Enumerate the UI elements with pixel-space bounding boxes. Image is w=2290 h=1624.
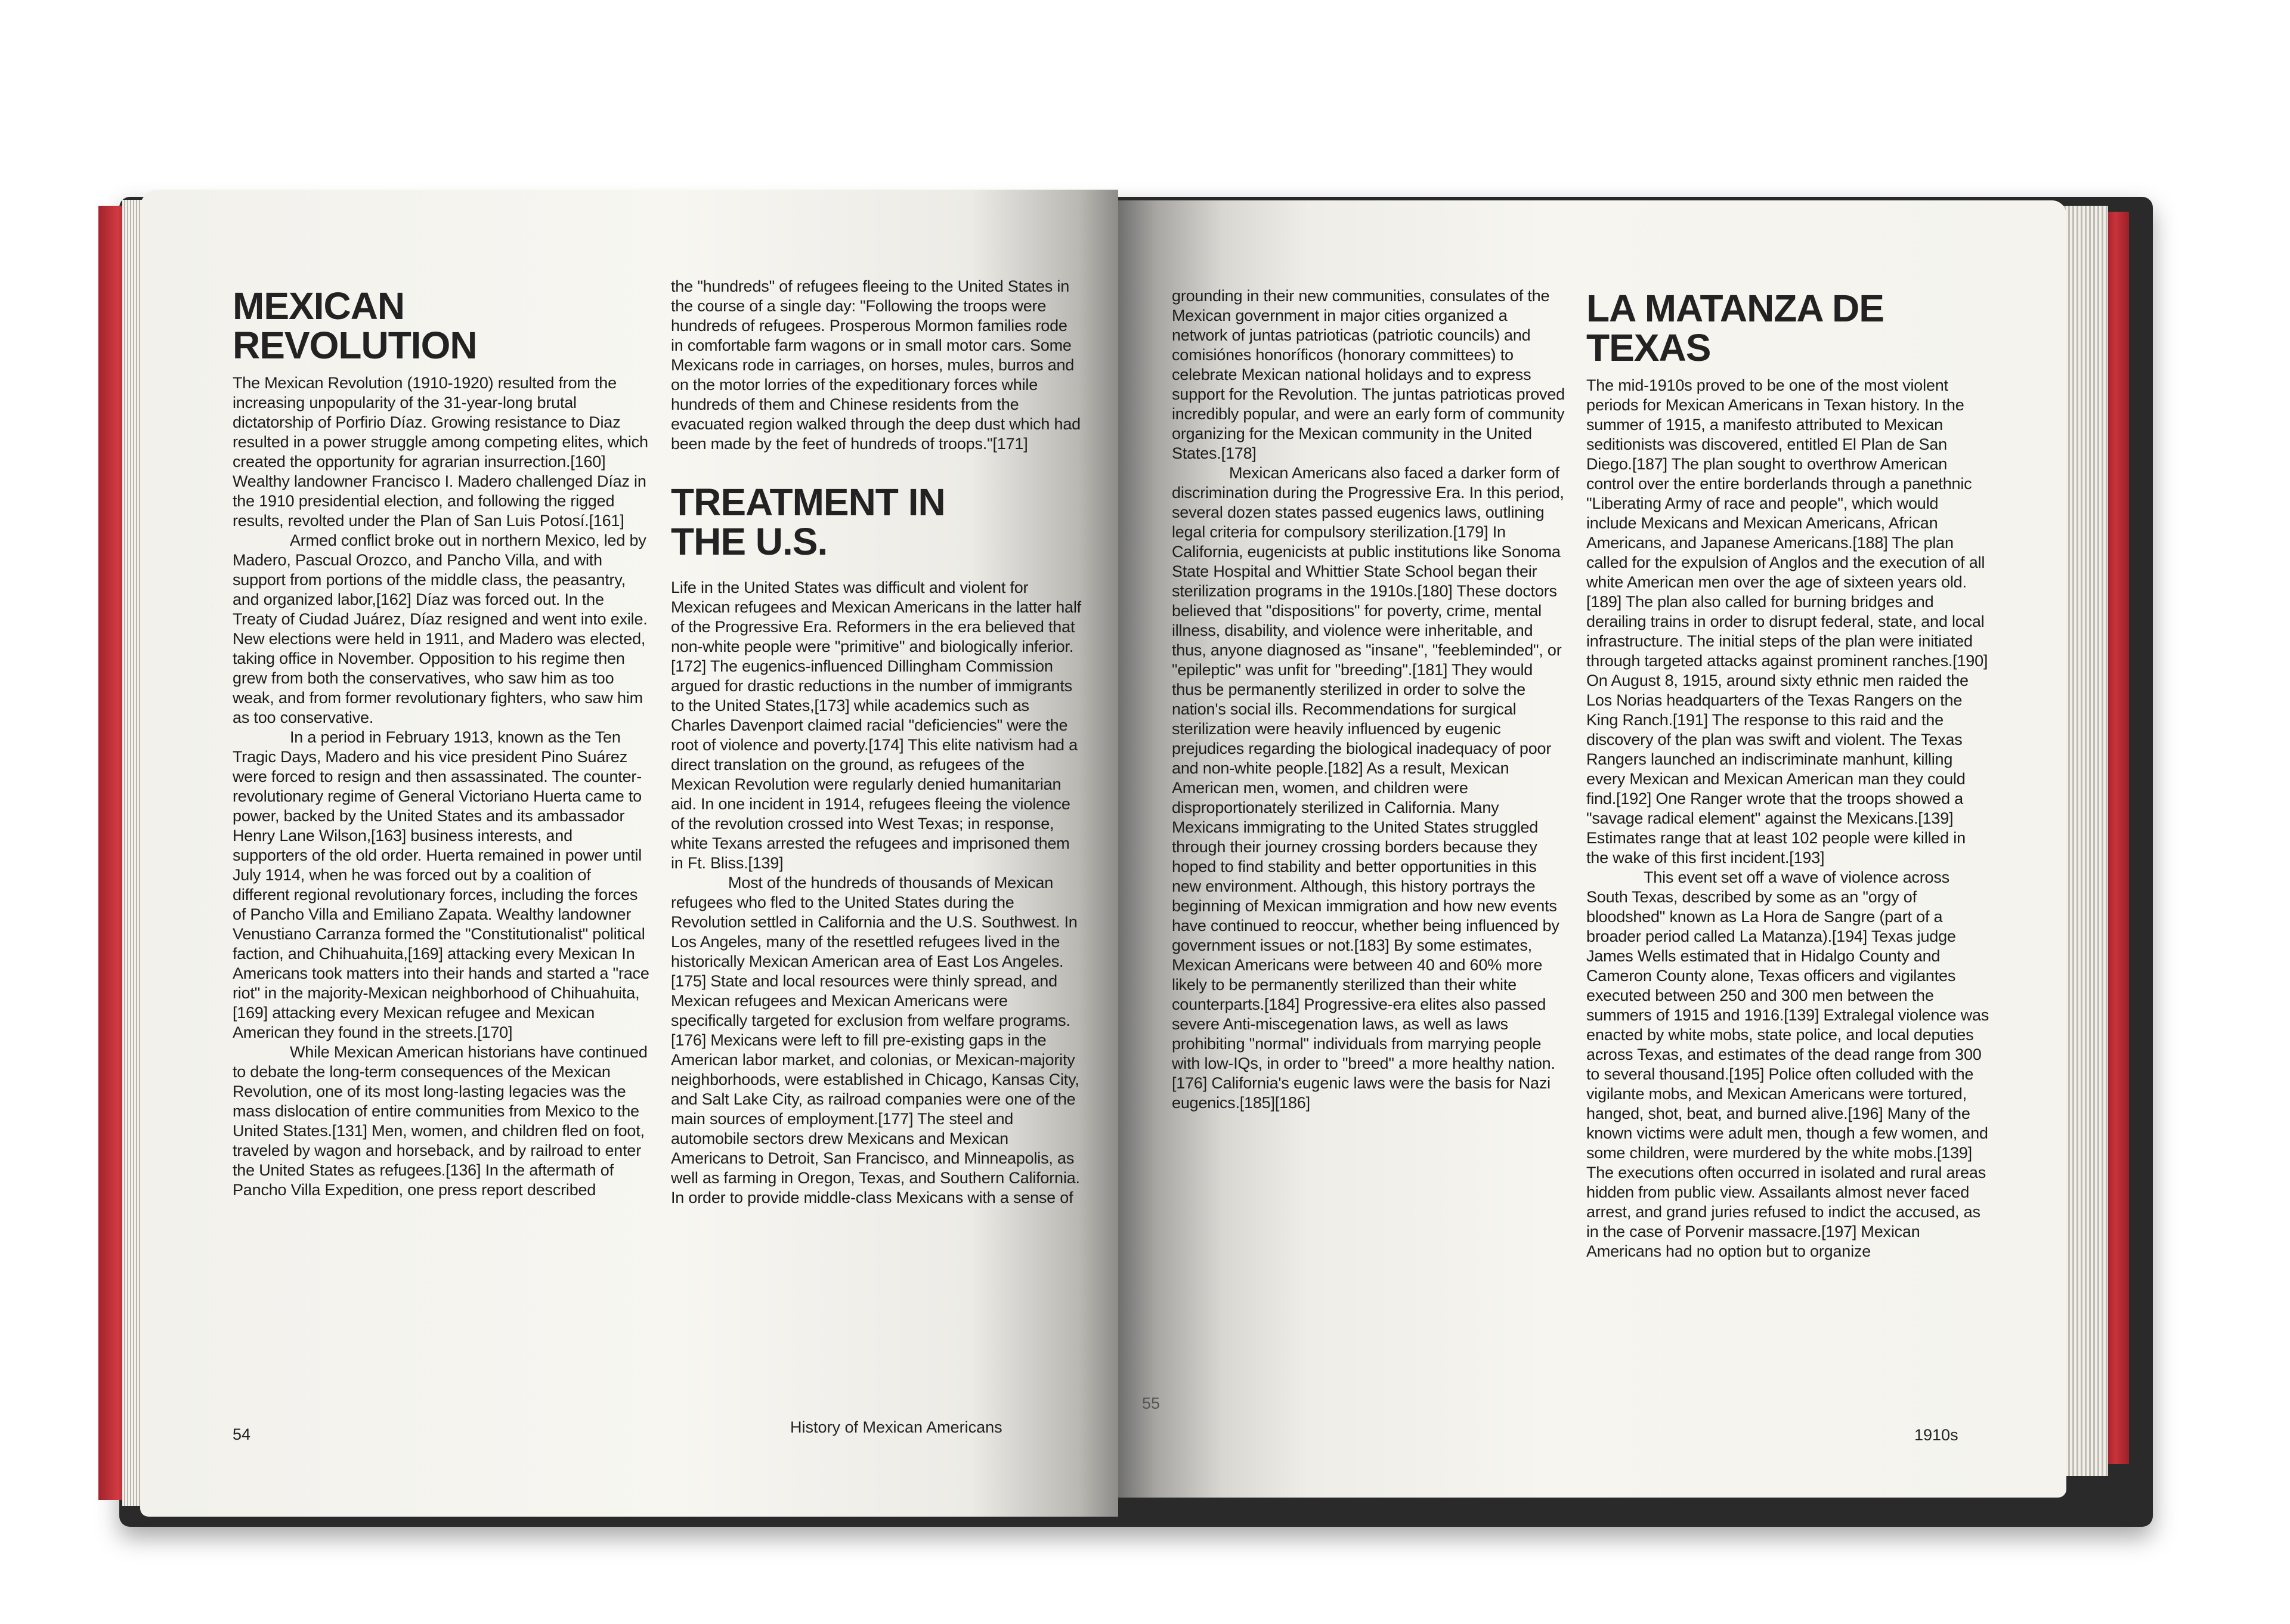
- paragraph: Armed conflict broke out in northern Mexico, led by Madero, Pascual Orozco, and Pancho Villa, and with support from portions of the middle class, the peasantry, and organized labor,[162] Díaz was forced out. In the Treaty of Ciudad Juárez, Díaz resigned and went into exile. New elections were held in 1911, and Madero was elected, taking office in November. Opposition to his regime then grew from both the conservatives, who saw him as too weak, and from former revolutionary fighters, who saw him as too conservative.: [233, 531, 648, 726]
- paragraph: Most of the hundreds of thousands of Mexican refugees who fled to the United States during the Revolution settled in California and the U.S. Southwest. In Los Angeles, many of the resettled refugees lived in the historically Mexican American area of East Los Angeles.[175] State and local resources were thinly spread, and Mexican refugees and Mexican Americans were specifically targeted for exclusion from welfare programs.[176] Mexicans were left to fill pre-existing gaps in the American labor market, and colonias, or Mexican-majority neighborhoods, were established in Chicago, Kansas City, and Salt Lake City, as railroad companies were one of the main sources of employment.[177] The steel and automobile sectors drew Mexicans and Mexican Americans to Detroit, San Francisco, and Minneapolis, as well as farming in Oregon, Texas, and Southern California. In order to provide middle-class Mexicans with a sense of: [671, 874, 1080, 1207]
- heading-mexican-revolution: MEXICAN REVOLUTION: [233, 284, 477, 367]
- heading-treatment-in-the-us: TREATMENT IN THE U.S.: [671, 481, 945, 563]
- left-column-2: [671, 277, 1082, 1208]
- paragraph: The mid-1910s proved to be one of the most violent periods for Mexican Americans in Texan history. In the summer of 1915, a manifesto attributed to Mexican seditionists was discovered, entitled El Plan de San Diego.[187] The plan sought to overthrow American control over the entire borderlands through a panethnic "Liberating Army of race and people", which would include Mexicans and Mexican Americans, African Americans, and Japanese Americans.[188] The plan called for the expulsion of Anglos and the execution of all white American men over the age of sixteen years old.[189] The plan also called for burning bridges and derailing trains in order to disrupt federal, state, and local infrastructure. The initial steps of the plan were initiated through targeted attacks against prominent ranches.[190] On August 8, 1915, around sixty ethnic men raided the Los Norias headquarters of the Texas Rangers on the King Ranch.[191] The response to this raid and the discovery of the plan was swift and violent. The Texas Rangers launched an indiscriminate manhunt, killing every Mexican and Mexican American man they could find.[192] One Ranger wrote that the troops showed a "savage radical element" against the Mexicans.[139] Estimates range that at least 102 people were killed in the wake of this first incident.[193]: [1586, 376, 1988, 867]
- paragraph: grounding in their new communities, consulates of the Mexican government in major cities organized a network of juntas patrioticas (patriotic councils) and comisiónes honoríficos (honorary committees) to celebrate Mexican national holidays and to express support for the Revolution. The juntas patrioticas proved incredibly popular, and were an early form of community organizing for the Mexican community in the United States.[178]: [1172, 287, 1565, 462]
- right-column-1: [1172, 286, 1565, 1113]
- paragraph: In a period in February 1913, known as the Ten Tragic Days, Madero and his vice president Pino Suárez were forced to resign and then assassinated. The counter-revolutionary regime of General Victoriano Huerta came to power, backed by the United States and its ambassador Henry Lane Wilson,[163] business interests, and supporters of the old order. Huerta remained in power until July 1914, when he was forced out by a coalition of different regional revolutionary forces, including the forces of Pancho Villa and Emiliano Zapata. Wealthy landowner Venustiano Carranza formed the "Constitutionalist" political faction, and Chihuahuita,[169] attacking every Mexican In Americans took matters into their hands and started a "race riot" in the majority-Mexican neighborhood of Chihuahuita,[169] attacking every Mexican refugee and Mexican American they found in the streets.[170]: [233, 728, 649, 1041]
- running-head: History of Mexican Americans: [790, 1418, 1002, 1436]
- right-column-2: [1586, 289, 1992, 1261]
- left-column-1: [233, 286, 650, 1200]
- paragraph: The Mexican Revolution (1910-1920) resulted from the increasing unpopularity of the 31-year-long brutal dictatorship of Porfirio Díaz. Growing resistance to Diaz resulted in a power struggle among competing elites, which created the opportunity for agrarian insurrection.[160] Wealthy landowner Francisco I. Madero challenged Díaz in the 1910 presidential election, and following the rigged results, revolted under the Plan of San Luis Potosí.[161]: [233, 374, 648, 530]
- page-number-right: 55: [1142, 1394, 1161, 1412]
- running-foot: 1910s: [1914, 1426, 1958, 1444]
- paragraph: While Mexican American historians have continued to debate the long-term consequences of the Mexican Revolution, one of its most long-lasting legacies was the mass dislocation of entire communities from Mexico to the United States.[131] Men, women, and children fled on foot, traveled by wagon and horseback, and by railroad to enter the United States as refugees.[136] In the aftermath of Pancho Villa Expedition, one press report described: [233, 1043, 648, 1199]
- right-page: [1118, 200, 2066, 1498]
- left-page: [140, 190, 1118, 1517]
- heading-la-matanza-de-texas: LA MATANZA DE TEXAS: [1586, 287, 1884, 369]
- paragraph: Mexican Americans also faced a darker form of discrimination during the Progressive Era. In this period, several dozen states passed eugenics laws, outlining legal criteria for compulsory sterilization.[179] In California, eugenicists at public institutions like Sonoma State Hospital and Whittier State School began their sterilization programs in the 1910s.[180] These doctors believed that "dispositions" for poverty, crime, mental illness, disability, and violence were inheritable, and thus, anyone diagnosed as "insane", "feebleminded", or "epileptic" was unfit for "breeding".[181] They would thus be permanently sterilized in order to solve the nation's social ills. Recommendations for surgical sterilization were heavily influenced by eugenic prejudices regarding the biological inadequacy of poor and non-white people.[182] As a result, Mexican American men, women, and children were disproportionately sterilized in California. Many Mexicans immigrating to the United States struggled through their journey crossing borders because they hoped to find stability and better opportunities in this new environment. Although, this history portrays the beginning of Mexican immigration and how new events have continued to reoccur, whether being influenced by government issues or not.[183] By some estimates, Mexican Americans were between 40 and 60% more likely to be permanently sterilized than their white counterparts.[184] Progressive-era elites also passed severe Anti-miscegenation laws, as well as laws prohibiting "normal" individuals from marrying people with low-IQs, in order to "breed" a more healthy nation.[176] California's eugenic laws were the basis for Nazi eugenics.[185][186]: [1172, 464, 1564, 1112]
- paragraph: the "hundreds" of refugees fleeing to the United States in the course of a single day: "Following the troops were hundreds of refugees. Prosperous Mormon families rode in comfortable farm wagons or in small motor cars. Some Mexicans rode in carriages, on horses, mules, burros and on the motor lorries of the expeditionary forces while hundreds of them and Chinese residents from the evacuated region walked through the deep dust which had been made by the feet of hundreds of troops."[171]: [671, 277, 1081, 453]
- paragraph: Life in the United States was difficult and violent for Mexican refugees and Mexican Americans in the latter half of the Progressive Era. Reformers in the era believed that non-white people were "primitive" and biologically inferior.[172] The eugenics-influenced Dillingham Commission argued for drastic reductions in the number of immigrants to the United States,[173] while academics such as Charles Davenport claimed racial "deficiencies" were the root of violence and poverty.[174] This elite nativism had a direct translation on the ground, as refugees of the Mexican Revolution were regularly denied humanitarian aid. In one incident in 1914, refugees fleeing the violence of the revolution crossed into West Texas; in response, white Texans arrested the refugees and imprisoned them in Ft. Bliss.[139]: [671, 579, 1081, 872]
- page-number-left: 54: [233, 1425, 251, 1443]
- paragraph: This event set off a wave of violence across South Texas, described by some as an "orgy of bloodshed" known as La Hora de Sangre (part of a broader period called La Matanza).[194] Texas judge James Wells estimated that in Hidalgo County and Cameron County alone, Texas officers and vigilantes executed between 250 and 300 men between the summers of 1915 and 1916.[139] Extralegal violence was enacted by white mobs, state police, and local deputies across Texas, and estimates of the dead range from 300 to several thousand.[195] Police often colluded with the vigilante mobs, and Mexican Americans were tortured, hanged, shot, beat, and burned alive.[196] Many of the known victims were adult men, though a few women, and some children, were murdered by the white mobs.[139] The executions often occurred in isolated and rural areas hidden from public view. Assailants almost never faced arrest, and grand juries refused to indict the accused, as in the case of Porvenir massacre.[197] Mexican Americans had no option but to organize: [1586, 868, 1989, 1260]
